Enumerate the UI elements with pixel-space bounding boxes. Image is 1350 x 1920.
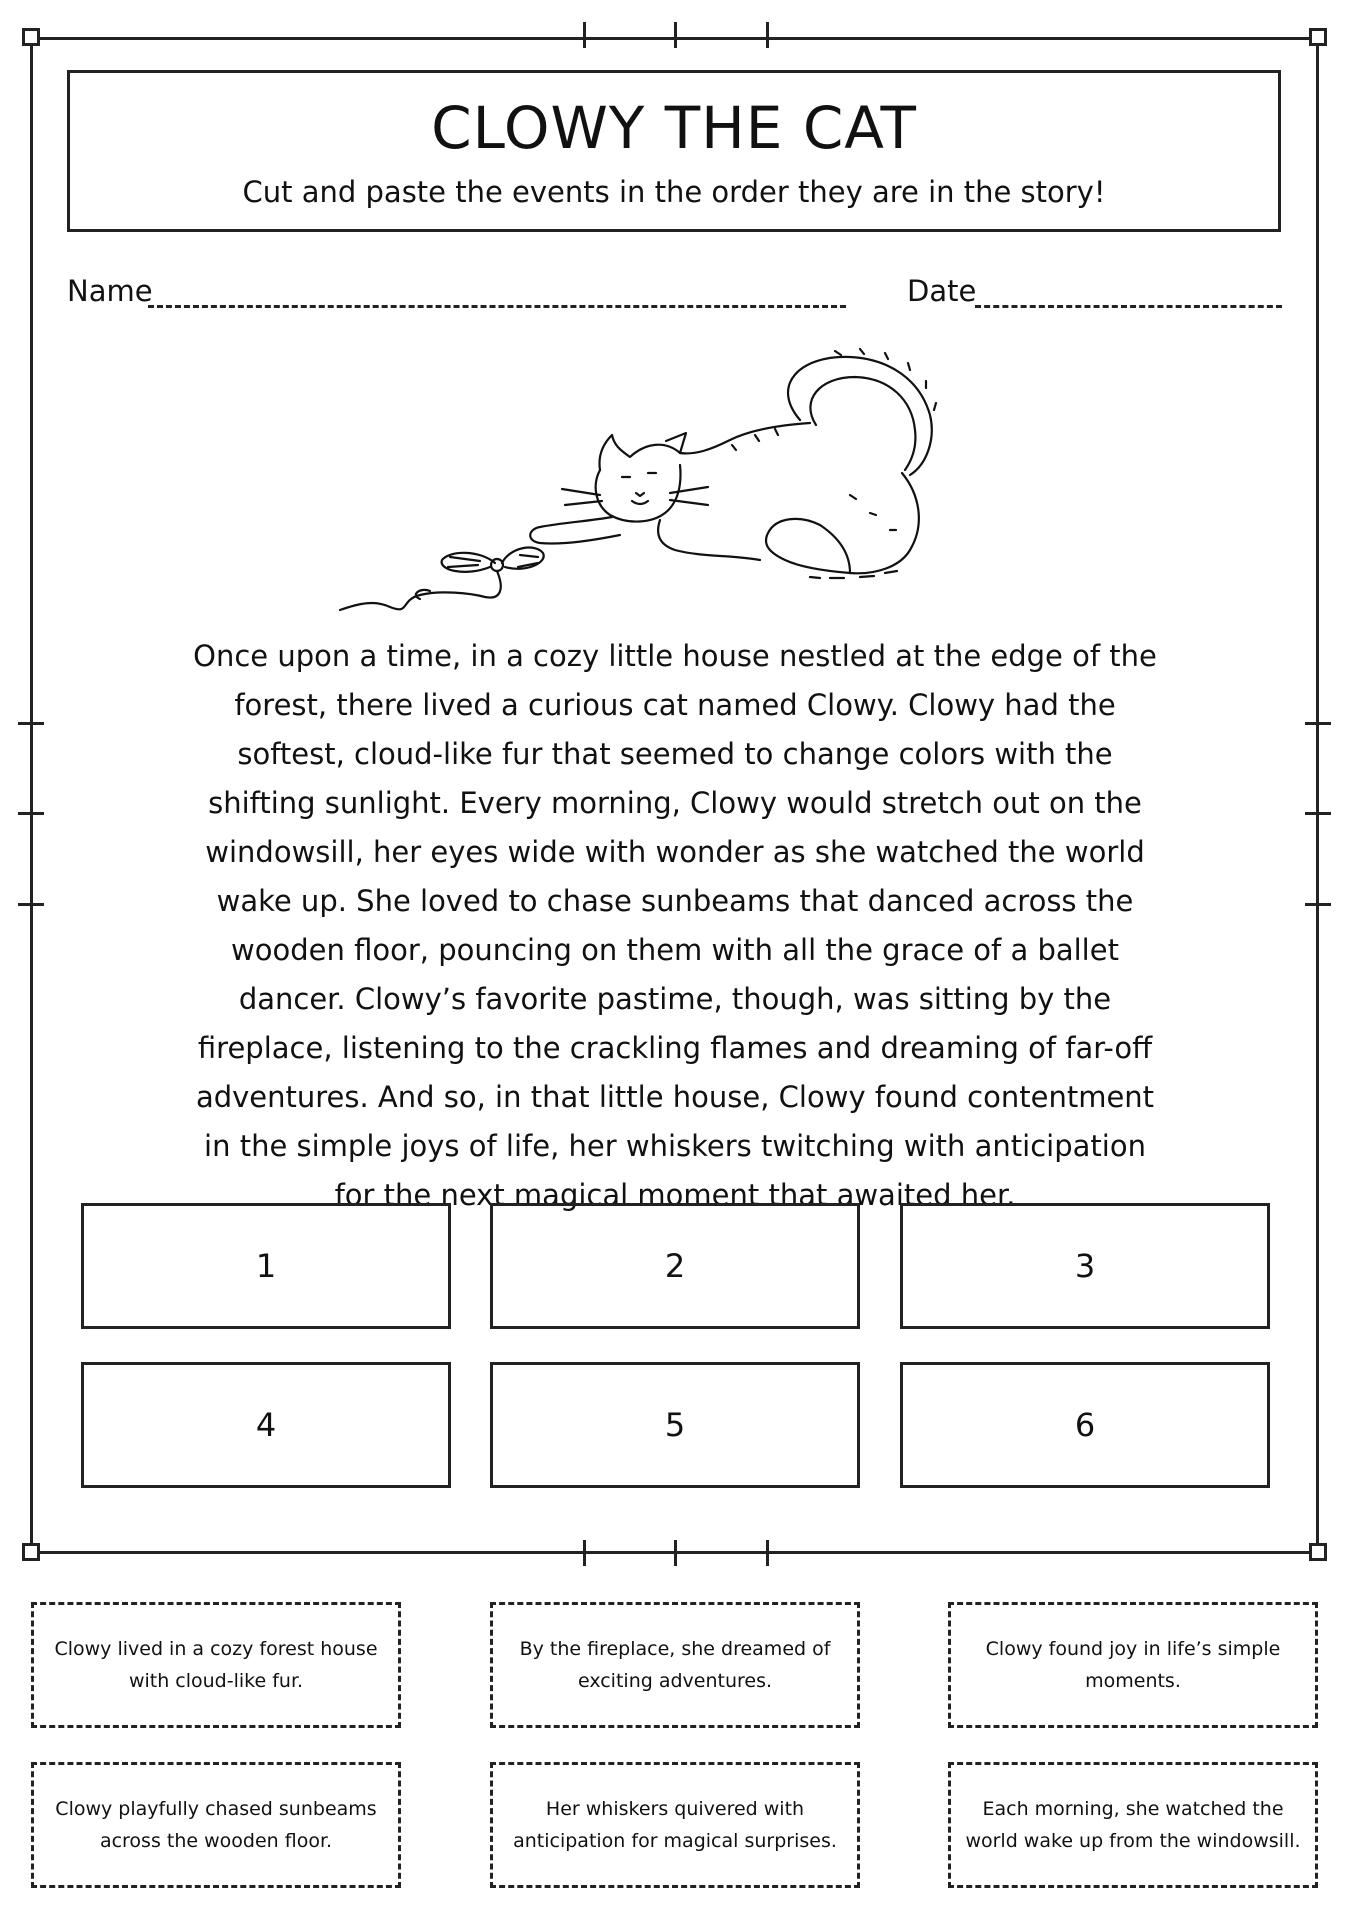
event-card[interactable]: Clowy playfully chased sunbeams across the wooden floor. (31, 1762, 401, 1888)
answer-box-4[interactable]: 4 (81, 1362, 451, 1488)
tick-mark (1305, 812, 1331, 815)
tick-mark (674, 22, 677, 48)
event-card[interactable]: Her whiskers quivered with anticipation for magical surprises. (490, 1762, 860, 1888)
worksheet-instructions: Cut and paste the events in the order they are in the story! (242, 175, 1106, 209)
worksheet-title: CLOWY THE CAT (431, 94, 917, 162)
event-card[interactable]: Clowy found joy in life’s simple moments. (948, 1602, 1318, 1728)
answer-box-3[interactable]: 3 (900, 1203, 1270, 1329)
corner-marker-top-left (22, 28, 40, 46)
answer-box-5[interactable]: 5 (490, 1362, 860, 1488)
name-label: Name (67, 274, 153, 308)
corner-marker-bottom-right (1309, 1543, 1327, 1561)
tick-mark (18, 812, 44, 815)
tick-mark (1305, 903, 1331, 906)
event-card[interactable]: By the fireplace, she dreamed of exciting adventures. (490, 1602, 860, 1728)
tick-mark (18, 722, 44, 725)
frame-right-border (1316, 37, 1319, 1553)
answer-box-1[interactable]: 1 (81, 1203, 451, 1329)
event-card[interactable]: Each morning, she watched the world wake up from the windowsill. (948, 1762, 1318, 1888)
corner-marker-bottom-left (22, 1543, 40, 1561)
story-paragraph: Once upon a time, in a cozy little house nestled at the edge of the forest, there lived a curious cat named Clowy. Clowy had the softest, cloud-like fur that seemed to change colors with the shifting sunlight. Every morning, Clowy would stretch out on the windowsill, her eyes wide with wonder as she watched the world wake up. She loved to chase sunbeams that danced across the wooden floor, pouncing on them with all the grace of a ballet dancer. Clowy’s favorite pastime, though, was sitting by the fireplace, listening to the crackling flames and dreaming of far-off adventures. And so, in that little house, Clowy found contentment in the simple joys of life, her whiskers twitching with anticipation for the next magical moment that awaited her. (193, 639, 1157, 1212)
tick-mark (1305, 722, 1331, 725)
date-field[interactable] (975, 305, 1282, 308)
tick-mark (766, 22, 769, 48)
answer-box-2[interactable]: 2 (490, 1203, 860, 1329)
tick-mark (583, 1540, 586, 1566)
tick-mark (674, 1540, 677, 1566)
tick-mark (583, 22, 586, 48)
frame-left-border (30, 37, 33, 1553)
corner-marker-top-right (1309, 28, 1327, 46)
event-card[interactable]: Clowy lived in a cozy forest house with cloud-like fur. (31, 1602, 401, 1728)
title-box (67, 70, 1281, 232)
cat-playing-with-toy-illustration (330, 345, 1010, 615)
tick-mark (766, 1540, 769, 1566)
answer-box-6[interactable]: 6 (900, 1362, 1270, 1488)
name-field[interactable] (148, 305, 846, 308)
date-label: Date (907, 274, 977, 308)
tick-mark (18, 903, 44, 906)
